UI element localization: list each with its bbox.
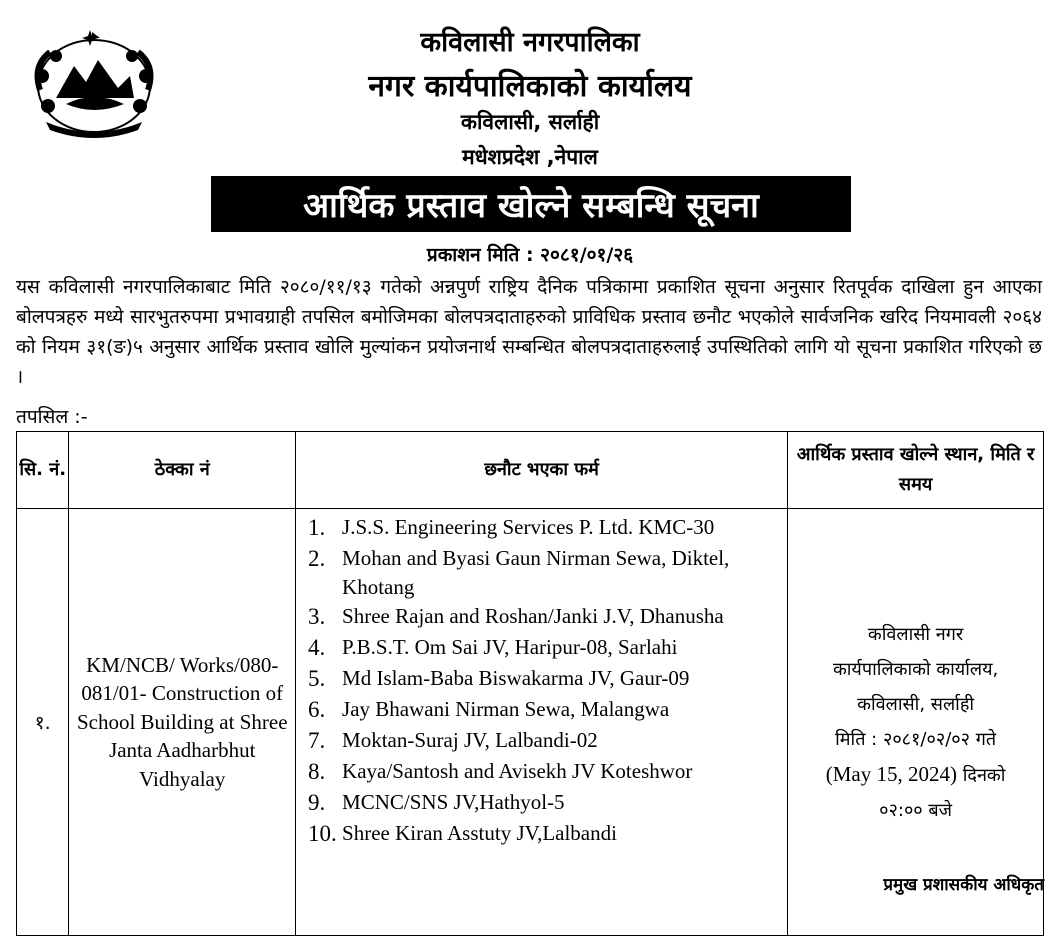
- firm-name: Shree Rajan and Roshan/Janki J.V, Dhanusha: [342, 604, 724, 628]
- venue-line-3: कविलासी, सर्लाही: [857, 693, 975, 715]
- firm-number: 3.: [308, 604, 326, 629]
- list-item: [308, 633, 787, 664]
- table-header-row: [17, 432, 1044, 509]
- firm-name: Jay Bhawani Nirman Sewa, Malangwa: [342, 697, 670, 721]
- firm-number: 7.: [308, 728, 326, 753]
- bid-opening-table: [16, 431, 1044, 936]
- venue-line-1: कविलासी नगर: [867, 623, 964, 645]
- firm-name: Mohan and Byasi Gaun Nirman Sewa, Diktel, Khotang: [342, 546, 730, 599]
- firm-list: [296, 509, 787, 850]
- schedule-label: तपसिल :-: [16, 406, 88, 428]
- firm-number: 9.: [308, 790, 326, 815]
- firm-name: J.S.S. Engineering Services P. Ltd. KMC-30: [342, 515, 715, 539]
- firm-number: 1.: [308, 515, 326, 540]
- firm-name: P.B.S.T. Om Sai JV, Haripur-08, Sarlahi: [342, 635, 678, 659]
- english-date: (May 15, 2024): [825, 761, 957, 786]
- list-item: [308, 602, 787, 633]
- list-item: [308, 544, 787, 602]
- list-item: [308, 788, 787, 819]
- firm-number: 6.: [308, 697, 326, 722]
- publication-date: प्रकाशन मिति : २०८१/०१/२६: [426, 244, 634, 266]
- firm-number: 10.: [308, 821, 337, 846]
- venue-date: मिति : २०८१/०२/०२ गते: [835, 728, 997, 750]
- notice-title: आर्थिक प्रस्ताव खोल्ने सम्बन्धि सूचना: [211, 176, 851, 232]
- list-item: [308, 757, 787, 788]
- venue-date-english: [789, 757, 1042, 793]
- list-item: [308, 513, 787, 544]
- signatory-title: प्रमुख प्रशासकीय अधिकृत: [883, 875, 1044, 895]
- office-name: नगर कार्यपालिकाको कार्यालय: [368, 69, 692, 104]
- header-serial: सि. नं.: [17, 432, 69, 509]
- municipality-name: कविलासी नगरपालिका: [420, 27, 640, 58]
- firm-name: MCNC/SNS JV,Hathyol-5: [342, 790, 565, 814]
- firm-name: Moktan-Suraj JV, Lalbandi-02: [342, 728, 598, 752]
- office-location: कविलासी, सर्लाही: [460, 110, 600, 134]
- list-item: [308, 695, 787, 726]
- notice-body: यस कविलासी नगरपालिकाबाट मिति २०८०/११/१३ गतेको अन्नपुर्ण राष्ट्रिय दैनिक पत्रिकामा प्रकाशित सूचना अनुसार रितपूर्वक दाखिला हुन आएका बोलपत्रहरु मध्ये सारभुतरुपमा प्रभावग्राही तपसिल बमोजिमका बोलपत्रदाताहरुको प्राविधिक प्रस्ताव छनौट भएकोले सार्वजनिक खरिद नियमावली २०६४ को नियम ३१(ङ)५ अनुसार आर्थिक प्रस्ताव खोलि मुल्यांकन प्रयोजनार्थ सम्बन्धित बोलपत्रदाताहरुलाई उपस्थितिको लागि यो सूचना प्रकाशित गरिएको छ ।: [16, 276, 1042, 388]
- firm-number: 5.: [308, 666, 326, 691]
- firm-number: 4.: [308, 635, 326, 660]
- firm-number: 2.: [308, 546, 326, 571]
- firm-number: 8.: [308, 759, 326, 784]
- venue-time: ०२:०० बजे: [879, 799, 953, 821]
- province-country: मधेशप्रदेश ,नेपाल: [462, 145, 598, 169]
- firm-name: Kaya/Santosh and Avisekh JV Koteshwor: [342, 759, 693, 783]
- venue-line-2: कार्यपालिकाको कार्यालय,: [832, 658, 999, 680]
- list-item: [308, 726, 787, 757]
- firm-name: Md Islam-Baba Biswakarma JV, Gaur-09: [342, 666, 690, 690]
- firms-cell: [296, 509, 788, 936]
- firm-name: Shree Kiran Asstuty JV,Lalbandi: [342, 821, 617, 845]
- contract-number: KM/NCB/ Works/080-081/01- Construction of School Building at Shree Janta Aadharbhut Vidhyalay: [69, 509, 296, 936]
- header-firms: छनौट भएका फर्म: [296, 432, 788, 509]
- list-item: [308, 664, 787, 695]
- serial-number: १.: [17, 509, 69, 936]
- header-venue: आर्थिक प्रस्ताव खोल्ने स्थान, मिति र समय: [788, 432, 1044, 509]
- day-suffix: दिनको: [957, 764, 1006, 786]
- header-contract: ठेक्का नं: [69, 432, 296, 509]
- list-item: [308, 819, 787, 850]
